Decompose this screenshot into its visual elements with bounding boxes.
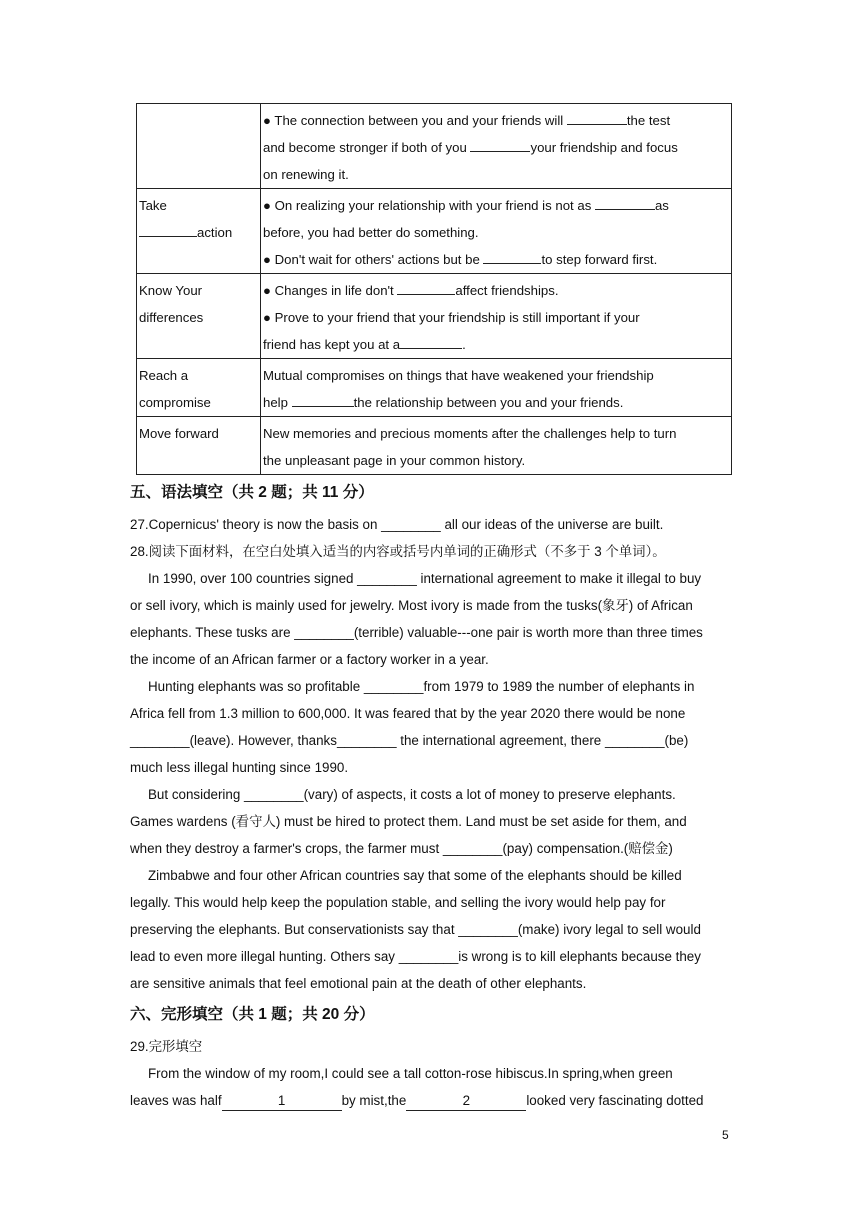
- passage-line: much less illegal hunting since 1990.: [130, 760, 349, 775]
- question-28-instructions: 28.阅读下面材料，在空白处填入适当的内容或括号内单词的正确形式（不多于 3 个单词）。: [130, 544, 666, 559]
- answer-blank: [470, 137, 530, 152]
- answer-blank: [139, 222, 197, 237]
- passage-line: Africa fell from 1.3 million to 600,000. It was feared that by the year 2020 there would be none: [130, 706, 686, 721]
- grammar-section-body: [130, 511, 730, 997]
- row-label: Reach a compromise: [137, 359, 261, 417]
- cloze-blank-2: 2: [406, 1092, 526, 1111]
- passage-line: Games wardens (看守人) must be hired to protect them. Land must be set aside for them, and: [130, 814, 687, 829]
- row-content: Mutual compromises on things that have weakened your friendship help the relationship between you and your friends.: [261, 359, 732, 417]
- row-content: New memories and precious moments after the challenges help to turn the unpleasant page in your common history.: [261, 417, 732, 475]
- page-number: 5: [722, 1128, 729, 1142]
- answer-blank: [483, 249, 541, 264]
- row-label: Take action: [137, 189, 261, 274]
- cloze-blank-1: 1: [222, 1092, 342, 1111]
- row-content: ● The connection between you and your friends will the test and become stronger if both of you your friendship and focus on renewing it.: [261, 104, 732, 189]
- section-heading-grammar: 五、语法填空（共 2 题；共 11 分）: [130, 484, 374, 501]
- passage-line: lead to even more illegal hunting. Others say ________is wrong is to kill elephants because they: [130, 949, 701, 964]
- answer-blank: [397, 280, 455, 295]
- row-label: Move forward: [137, 417, 261, 475]
- section-heading-cloze: 六、完形填空（共 1 题；共 20 分）: [130, 1006, 375, 1023]
- answer-blank: [567, 110, 627, 125]
- passage-line: legally. This would help keep the population stable, and selling the ivory would help pay for: [130, 895, 666, 910]
- row-label: Know Your differences: [137, 274, 261, 359]
- outline-table: [136, 103, 732, 475]
- row-content: ● Changes in life don't affect friendships. ● Prove to your friend that your friendship is still important if your friend has kept you at a .: [261, 274, 732, 359]
- answer-blank: [292, 392, 354, 407]
- passage-line: But considering ________(vary) of aspects, it costs a lot of money to preserve elephants.: [148, 787, 676, 802]
- table-row: [137, 274, 732, 359]
- cloze-line: leaves was half 1 by mist,the 2 looked very fascinating dotted: [130, 1087, 730, 1114]
- row-label: [137, 104, 261, 189]
- answer-blank: [400, 334, 462, 349]
- passage-line: are sensitive animals that feel emotional pain at the death of other elephants.: [130, 976, 587, 991]
- passage-line: or sell ivory, which is mainly used for jewelry. Most ivory is made from the tusks(象牙) of African: [130, 598, 693, 613]
- cloze-section-body: [130, 1033, 730, 1114]
- question-27: 27.Copernicus' theory is now the basis on ________ all our ideas of the universe are built.: [130, 517, 664, 532]
- table-row: [137, 359, 732, 417]
- table-row: [137, 417, 732, 475]
- question-29-title: 29.完形填空: [130, 1039, 203, 1054]
- passage-line: Hunting elephants was so profitable ________from 1979 to 1989 the number of elephants in: [148, 679, 695, 694]
- answer-blank: [595, 195, 655, 210]
- table-row: [137, 104, 732, 189]
- row-content: ● On realizing your relationship with your friend is not as as before, you had better do something. ● Don't wait for others' actions but be to step forward first.: [261, 189, 732, 274]
- passage-line: ________(leave). However, thanks________ the international agreement, there ________(be): [130, 733, 689, 748]
- passage-line: In 1990, over 100 countries signed ________ international agreement to make it illegal to buy: [148, 571, 702, 586]
- table-row: [137, 189, 732, 274]
- cloze-line: From the window of my room,I could see a tall cotton-rose hibiscus.In spring,when green: [148, 1066, 673, 1081]
- passage-line: Zimbabwe and four other African countries say that some of the elephants should be killed: [148, 868, 682, 883]
- passage-line: elephants. These tusks are ________(terrible) valuable---one pair is worth more than three times: [130, 625, 703, 640]
- passage-line: when they destroy a farmer's crops, the farmer must ________(pay) compensation.(赔偿金): [130, 841, 673, 856]
- passage-line: the income of an African farmer or a factory worker in a year.: [130, 652, 489, 667]
- passage-line: preserving the elephants. But conservationists say that ________(make) ivory legal to sell would: [130, 922, 701, 937]
